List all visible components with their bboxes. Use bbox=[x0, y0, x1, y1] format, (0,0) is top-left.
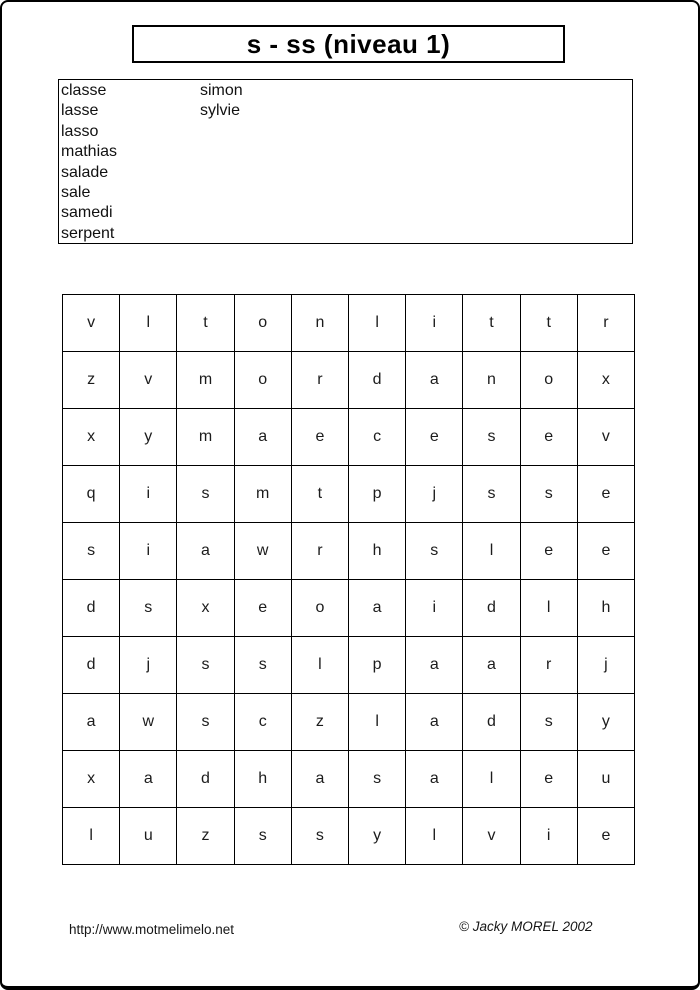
grid-cell-r9c4: h bbox=[235, 751, 292, 808]
grid-cell-r2c7: a bbox=[406, 352, 463, 409]
grid-cell-r8c9: s bbox=[521, 694, 578, 751]
copyright-notice: © Jacky MOREL 2002 bbox=[459, 919, 593, 934]
grid-cell-r3c5: e bbox=[292, 409, 349, 466]
grid-cell-r9c5: a bbox=[292, 751, 349, 808]
grid-cell-r2c10: x bbox=[578, 352, 635, 409]
grid-cell-r7c8: a bbox=[463, 637, 520, 694]
grid-cell-r4c10: e bbox=[578, 466, 635, 523]
grid-cell-r9c9: e bbox=[521, 751, 578, 808]
grid-cell-r10c7: l bbox=[406, 808, 463, 865]
grid-cell-r9c1: x bbox=[63, 751, 120, 808]
grid-cell-r4c4: m bbox=[235, 466, 292, 523]
grid-cell-r10c10: e bbox=[578, 808, 635, 865]
grid-cell-r6c5: o bbox=[292, 580, 349, 637]
grid-cell-r9c2: a bbox=[120, 751, 177, 808]
word-list-item: samedi bbox=[61, 204, 113, 222]
grid-cell-r7c9: r bbox=[521, 637, 578, 694]
grid-cell-r8c5: z bbox=[292, 694, 349, 751]
grid-cell-r6c9: l bbox=[521, 580, 578, 637]
grid-cell-r9c8: l bbox=[463, 751, 520, 808]
grid-cell-r1c5: n bbox=[292, 295, 349, 352]
grid-cell-r1c3: t bbox=[177, 295, 234, 352]
grid-cell-r7c7: a bbox=[406, 637, 463, 694]
grid-cell-r4c3: s bbox=[177, 466, 234, 523]
grid-cell-r3c10: v bbox=[578, 409, 635, 466]
page-title: s - ss (niveau 1) bbox=[246, 28, 451, 59]
word-list-box bbox=[58, 79, 633, 244]
grid-cell-r9c3: d bbox=[177, 751, 234, 808]
grid-cell-r5c9: e bbox=[521, 523, 578, 580]
word-list-item: sale bbox=[61, 184, 91, 202]
grid-cell-r3c6: c bbox=[349, 409, 406, 466]
grid-cell-r7c3: s bbox=[177, 637, 234, 694]
grid-cell-r5c8: l bbox=[463, 523, 520, 580]
grid-cell-r3c1: x bbox=[63, 409, 120, 466]
grid-cell-r1c4: o bbox=[235, 295, 292, 352]
grid-cell-r10c6: y bbox=[349, 808, 406, 865]
word-list-column-2 bbox=[200, 81, 243, 122]
grid-cell-r10c1: l bbox=[63, 808, 120, 865]
grid-cell-r5c6: h bbox=[349, 523, 406, 580]
grid-cell-r3c2: y bbox=[120, 409, 177, 466]
grid-cell-r6c10: h bbox=[578, 580, 635, 637]
grid-cell-r7c6: p bbox=[349, 637, 406, 694]
grid-cell-r4c2: i bbox=[120, 466, 177, 523]
grid-cell-r6c1: d bbox=[63, 580, 120, 637]
grid-cell-r8c4: c bbox=[235, 694, 292, 751]
grid-cell-r1c10: r bbox=[578, 295, 635, 352]
website-url: http://www.motmelimelo.net bbox=[69, 922, 235, 937]
grid-cell-r7c4: s bbox=[235, 637, 292, 694]
grid-cell-r6c7: i bbox=[406, 580, 463, 637]
grid-cell-r5c2: i bbox=[120, 523, 177, 580]
grid-cell-r4c1: q bbox=[63, 466, 120, 523]
grid-cell-r1c8: t bbox=[463, 295, 520, 352]
grid-cell-r3c3: m bbox=[177, 409, 234, 466]
grid-cell-r6c2: s bbox=[120, 580, 177, 637]
grid-cell-r1c2: l bbox=[120, 295, 177, 352]
word-list-item: simon bbox=[200, 82, 243, 99]
grid-cell-r1c9: t bbox=[521, 295, 578, 352]
grid-cell-r1c7: i bbox=[406, 295, 463, 352]
grid-cell-r9c7: a bbox=[406, 751, 463, 808]
grid-cell-r2c3: m bbox=[177, 352, 234, 409]
letter-grid bbox=[62, 294, 635, 865]
grid-cell-r4c5: t bbox=[292, 466, 349, 523]
grid-cell-r4c8: s bbox=[463, 466, 520, 523]
grid-cell-r8c7: a bbox=[406, 694, 463, 751]
grid-cell-r9c6: s bbox=[349, 751, 406, 808]
grid-cell-r6c4: e bbox=[235, 580, 292, 637]
word-list-item: mathias bbox=[61, 143, 118, 161]
grid-cell-r8c10: y bbox=[578, 694, 635, 751]
grid-cell-r8c6: l bbox=[349, 694, 406, 751]
grid-cell-r5c10: e bbox=[578, 523, 635, 580]
grid-cell-r6c8: d bbox=[463, 580, 520, 637]
grid-cell-r8c8: d bbox=[463, 694, 520, 751]
grid-cell-r3c7: e bbox=[406, 409, 463, 466]
word-list-item: lasse bbox=[61, 102, 99, 120]
grid-cell-r2c6: d bbox=[349, 352, 406, 409]
grid-cell-r10c5: s bbox=[292, 808, 349, 865]
grid-cell-r5c1: s bbox=[63, 523, 120, 580]
grid-cell-r10c9: i bbox=[521, 808, 578, 865]
grid-cell-r4c7: j bbox=[406, 466, 463, 523]
grid-cell-r6c3: x bbox=[177, 580, 234, 637]
grid-cell-r1c1: v bbox=[63, 295, 120, 352]
grid-cell-r7c10: j bbox=[578, 637, 635, 694]
grid-cell-r2c9: o bbox=[521, 352, 578, 409]
grid-cell-r5c4: w bbox=[235, 523, 292, 580]
grid-cell-r7c2: j bbox=[120, 637, 177, 694]
grid-cell-r5c3: a bbox=[177, 523, 234, 580]
grid-cell-r8c1: a bbox=[63, 694, 120, 751]
title-box bbox=[132, 25, 565, 63]
grid-cell-r6c6: a bbox=[349, 580, 406, 637]
grid-cell-r2c8: n bbox=[463, 352, 520, 409]
word-list-item: lasso bbox=[61, 122, 99, 140]
grid-cell-r10c2: u bbox=[120, 808, 177, 865]
grid-cell-r3c9: e bbox=[521, 409, 578, 466]
grid-cell-r7c1: d bbox=[63, 637, 120, 694]
grid-cell-r10c3: z bbox=[177, 808, 234, 865]
grid-cell-r10c8: v bbox=[463, 808, 520, 865]
word-list-item: serpent bbox=[61, 224, 115, 242]
grid-cell-r2c4: o bbox=[235, 352, 292, 409]
grid-cell-r9c10: u bbox=[578, 751, 635, 808]
grid-cell-r8c3: s bbox=[177, 694, 234, 751]
word-list-item: classe bbox=[61, 82, 107, 99]
grid-cell-r8c2: w bbox=[120, 694, 177, 751]
word-list-item: sylvie bbox=[200, 102, 241, 120]
grid-cell-r7c5: l bbox=[292, 637, 349, 694]
grid-cell-r5c7: s bbox=[406, 523, 463, 580]
grid-cell-r3c4: a bbox=[235, 409, 292, 466]
grid-cell-r2c1: z bbox=[63, 352, 120, 409]
word-list-item: salade bbox=[61, 163, 109, 181]
word-list-column-1 bbox=[61, 81, 117, 244]
grid-cell-r2c2: v bbox=[120, 352, 177, 409]
grid-cell-r3c8: s bbox=[463, 409, 520, 466]
grid-cell-r5c5: r bbox=[292, 523, 349, 580]
grid-cell-r4c6: p bbox=[349, 466, 406, 523]
grid-cell-r2c5: r bbox=[292, 352, 349, 409]
grid-cell-r4c9: s bbox=[521, 466, 578, 523]
grid-cell-r10c4: s bbox=[235, 808, 292, 865]
grid-cell-r1c6: l bbox=[349, 295, 406, 352]
